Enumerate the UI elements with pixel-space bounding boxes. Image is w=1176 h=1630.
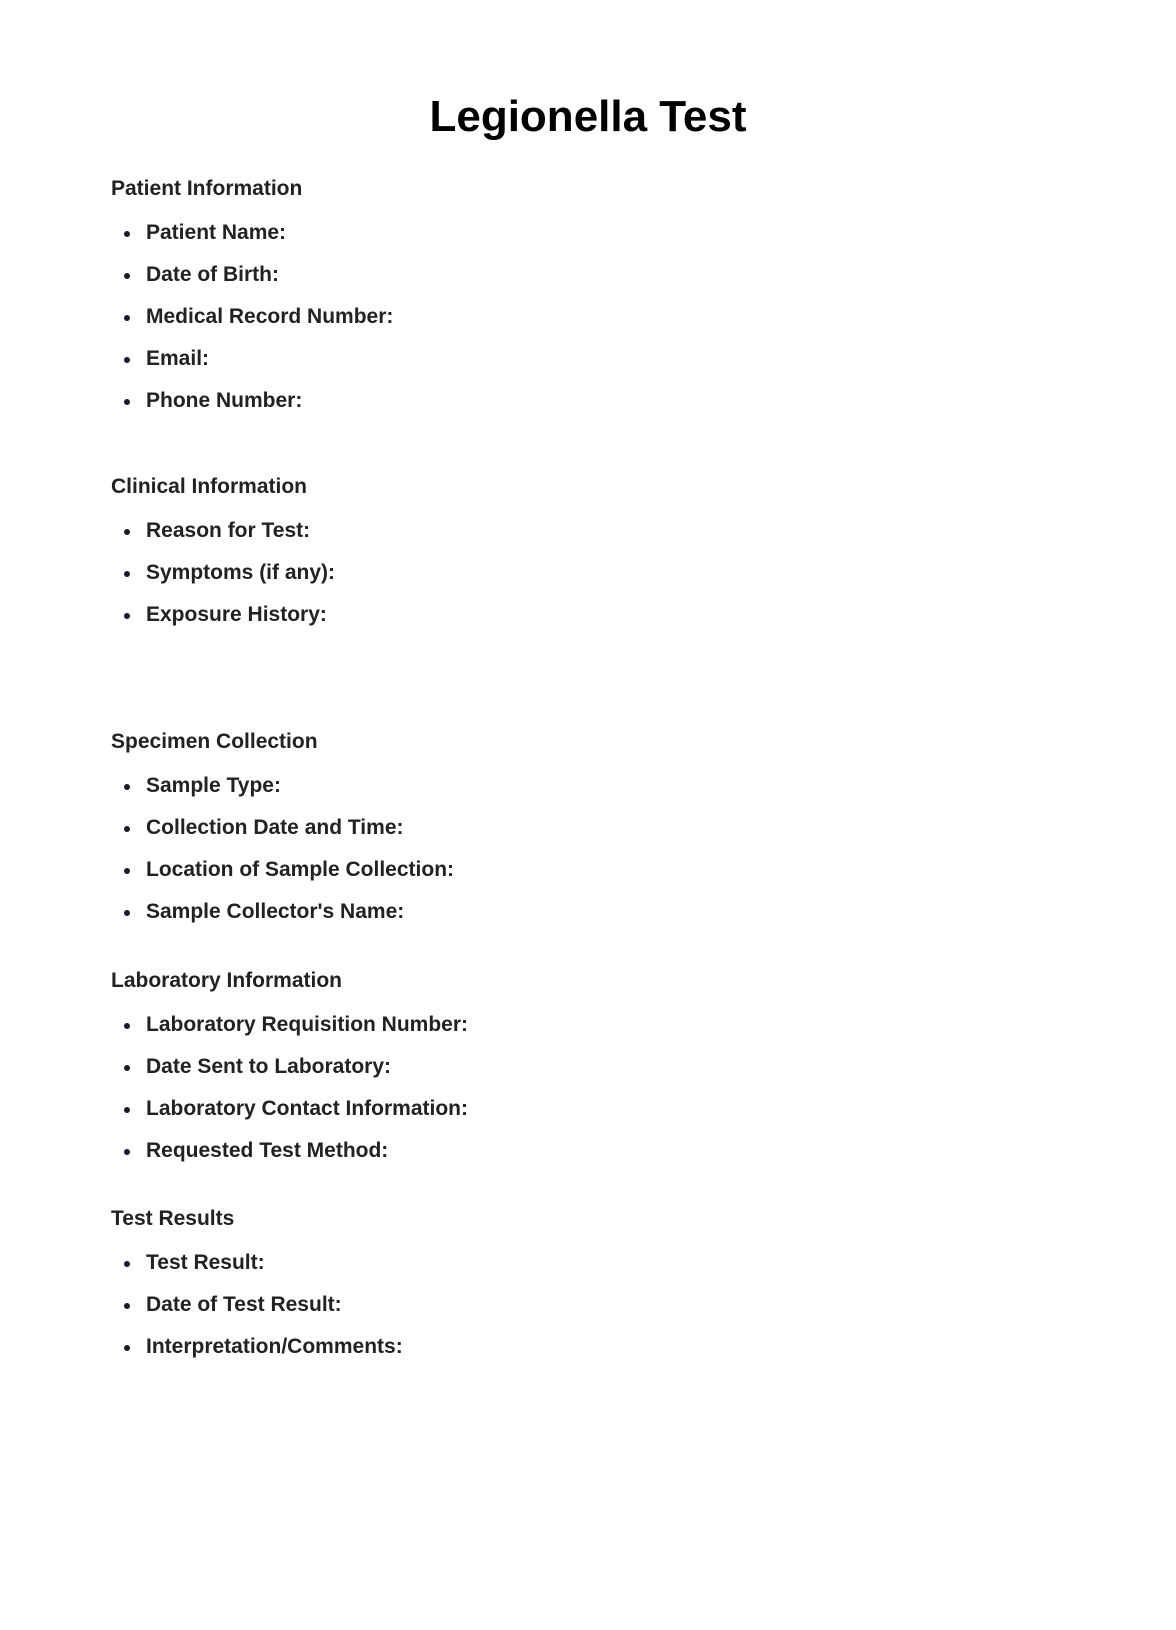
field-label: Phone Number:	[146, 388, 393, 414]
section-heading: Patient Information	[111, 177, 303, 200]
field-label: Sample Type:	[146, 773, 454, 799]
section-heading: Laboratory Information	[111, 969, 343, 992]
field-label: Laboratory Requisition Number:	[146, 1013, 469, 1036]
field-label: Collection Date and Time:	[146, 815, 454, 841]
section-heading: Clinical Information	[111, 475, 308, 498]
field-list	[111, 773, 454, 925]
field-list	[111, 1012, 468, 1164]
field-label: Symptoms (if any):	[146, 561, 336, 584]
section-patient-information	[111, 176, 393, 430]
field-label: Reason for Test:	[146, 518, 335, 544]
section-clinical-information	[111, 474, 335, 644]
field-label: Interpretation/Comments:	[146, 1335, 403, 1358]
field-label: Requested Test Method:	[146, 1138, 468, 1164]
field-label: Email:	[146, 346, 393, 372]
field-label: Date of Test Result:	[146, 1292, 403, 1318]
field-label: Exposure History:	[146, 602, 335, 628]
field-label: Patient Name:	[146, 220, 393, 246]
field-list	[111, 518, 335, 628]
section-specimen-collection	[111, 729, 454, 941]
section-test-results	[111, 1206, 403, 1376]
field-label: Test Result:	[146, 1250, 403, 1276]
field-label: Laboratory Contact Information:	[146, 1097, 469, 1120]
section-laboratory-information	[111, 968, 468, 1180]
field-label: Location of Sample Collection:	[146, 858, 455, 881]
field-label: Sample Collector's Name:	[146, 899, 454, 925]
field-list	[111, 220, 393, 414]
section-heading: Specimen Collection	[111, 730, 318, 753]
field-label: Date of Birth:	[146, 262, 393, 288]
page-title: Legionella Test	[429, 92, 747, 141]
section-heading: Test Results	[111, 1207, 235, 1230]
field-list	[111, 1250, 403, 1360]
field-label: Date Sent to Laboratory:	[146, 1054, 468, 1080]
field-label: Medical Record Number:	[146, 305, 394, 328]
